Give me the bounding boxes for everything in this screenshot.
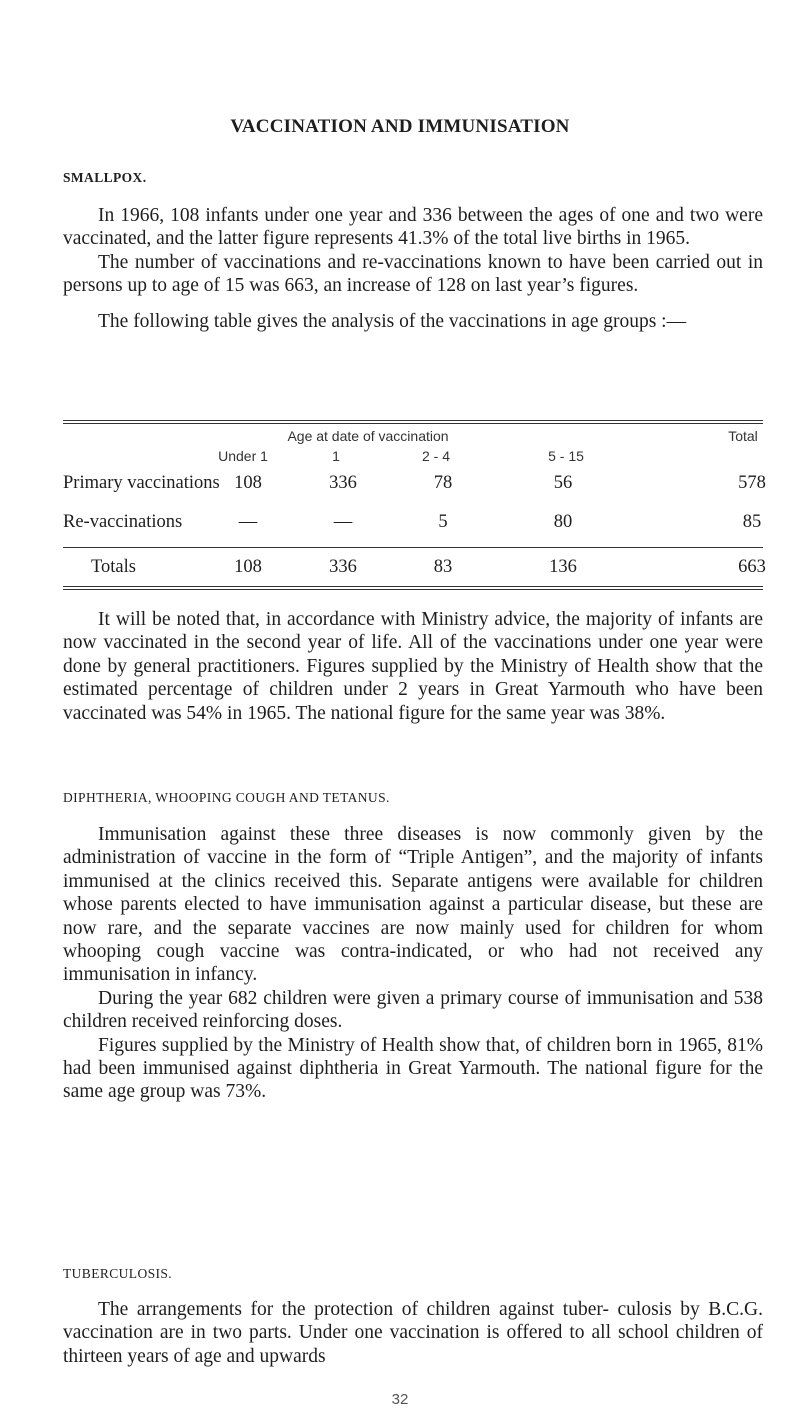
smallpox-heading: SMALLPOX.	[63, 170, 147, 185]
diphtheria-heading: DIPHTHERIA, WHOOPING COUGH AND TETANUS.	[63, 790, 390, 805]
diphtheria-paragraph-2: During the year 682 children were given a primary course of immunisation and 538 children received reinforcing doses.	[63, 987, 763, 1033]
diphtheria-paragraph-3: Figures supplied by the Ministry of Health show that, of children born in 1965, 81% had been immunised against diphtheria in Great Yarmouth. The national figure for the same age group was 73%.	[63, 1034, 763, 1103]
table-bottom-rule-2	[63, 589, 763, 590]
smallpox-paragraph-1: In 1966, 108 infants under one year and 336 between the ages of one and two were vaccinated, and the latter figure represents 41.3% of the total live births in 1965.	[63, 205, 763, 250]
table-cell: 108	[234, 557, 262, 577]
table-cell: 663	[738, 557, 766, 577]
col-header-1: 1	[332, 448, 340, 464]
table-cell: 78	[433, 473, 453, 493]
row-label-totals: Totals	[91, 557, 136, 577]
diphtheria-paragraph-1: Immunisation against these three diseases is now commonly given by the administration of vaccine in the form of “Triple Antigen”, and the majority of infants immunised at the clinics received this. Separate antigens were available for children whose parents elected to have immunisation against a particular disease, but these are now rare, and the separate vaccines are now mainly used for children for whom whooping cough vaccine was contra-indicated, or who had not received any immunisation in infancy.	[63, 824, 763, 986]
table-cell: 578	[738, 473, 766, 493]
col-header-5-15: 5 - 15	[548, 448, 584, 464]
after-table-paragraph: It will be noted that, in accordance with Ministry advice, the majority of infants are now vaccinated in the second year of life. All of the vaccinations under one year were done by general practitioners. Figures supplied by the Ministry of Health show that the estimated percentage of children under 2 years in Great Yarmouth who have been vaccinated was 54% in 1965. The national figure for the same year was 38%.	[63, 609, 763, 724]
tuberculosis-paragraph-1: The arrangements for the protection of children against tuber- culosis by B.C.G. vaccination are in two parts. Under one vaccination is offered to all school children of thirteen years of age and upwards	[63, 1299, 763, 1367]
table-cell: 56	[553, 473, 573, 493]
after-table-text	[63, 608, 763, 725]
table-cell: 85	[742, 512, 762, 532]
row-label-revaccinations: Re-vaccinations	[63, 512, 183, 532]
table-top-rule-2	[63, 423, 763, 424]
total-header: Total	[728, 428, 758, 444]
table-cell: 5	[438, 512, 448, 532]
table-cell: 80	[553, 512, 573, 532]
table-cell: —	[333, 512, 353, 532]
smallpox-text	[63, 204, 763, 333]
table-cell: 336	[329, 473, 357, 493]
page-number: 32	[391, 1391, 409, 1408]
tuberculosis-text	[63, 1298, 763, 1368]
table-cell: —	[238, 512, 258, 532]
row-label-primary: Primary vaccinations	[63, 473, 220, 493]
table-top-rule	[63, 420, 763, 421]
smallpox-paragraph-2: The number of vaccinations and re-vaccinations known to have been carried out in persons up to age of 15 was 663, an increase of 128 on last year’s figures.	[63, 251, 763, 297]
smallpox-paragraph-3: The following table gives the analysis of the vaccinations in age groups :—	[98, 310, 687, 332]
col-header-under-1: Under 1	[218, 448, 268, 464]
table-cell: 136	[549, 557, 577, 577]
table-bottom-rule	[63, 586, 763, 587]
vaccination-table	[63, 420, 766, 590]
page-title: VACCINATION AND IMMUNISATION	[230, 116, 570, 137]
table-cell: 108	[234, 473, 262, 493]
diphtheria-text	[63, 823, 763, 1104]
col-header-2-4: 2 - 4	[421, 448, 451, 464]
tuberculosis-heading: TUBERCULOSIS.	[63, 1266, 173, 1281]
table-totals-rule	[63, 547, 763, 548]
age-group-header: Age at date of vaccination	[287, 428, 449, 444]
table-cell: 83	[433, 557, 453, 577]
table-cell: 336	[329, 557, 357, 577]
